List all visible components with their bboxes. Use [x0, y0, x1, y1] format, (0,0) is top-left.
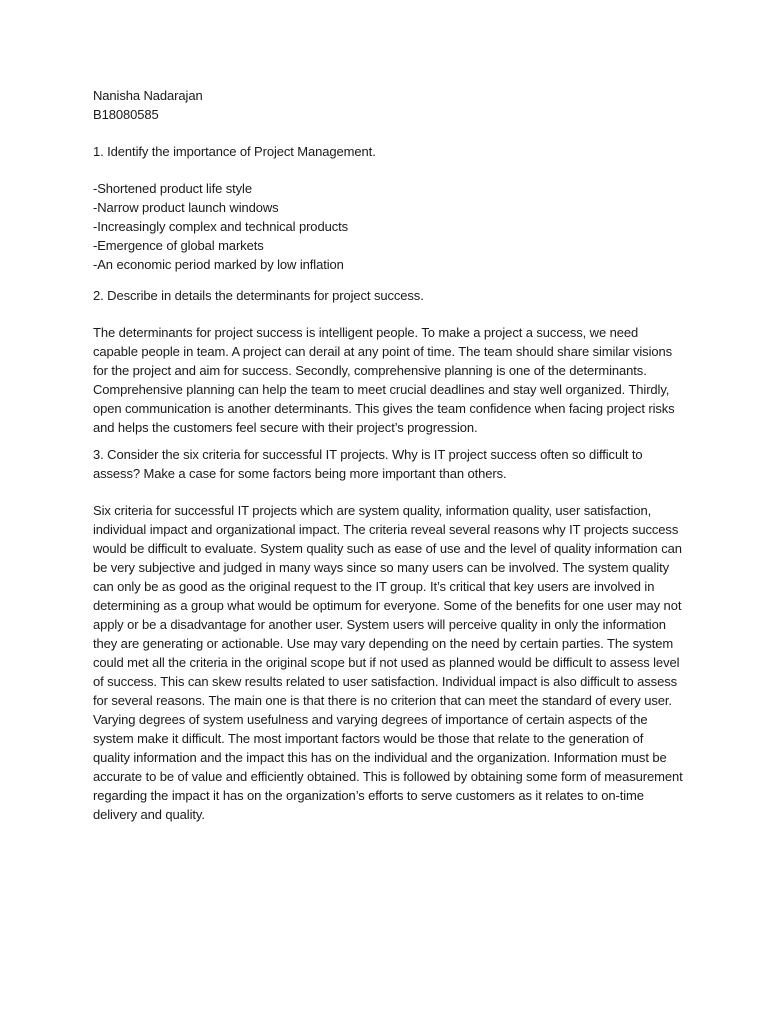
question-3: 3. Consider the six criteria for successful IT projects. Why is IT project success often so difficult to assess? Make a case for some factors being more important than others.	[93, 447, 643, 481]
answer-2: The determinants for project success is intelligent people. To make a project a success, we need capable people in team. A project can derail at any point of time. The team should share similar visions for the project and aim for success. Secondly, comprehensive planning is one of the determinants. Comprehensive planning can help the team to meet crucial deadlines and stay well organized. Thirdly, open communication is another determinants. This gives the team confidence when facing project risks and helps the customers feel secure with their project’s progression.	[93, 325, 675, 435]
document-body	[93, 86, 683, 824]
list-item: -Emergence of global markets	[93, 238, 264, 253]
spacer	[93, 161, 683, 179]
spacer	[93, 437, 683, 445]
student-id: B18080585	[93, 107, 159, 122]
question-1: 1. Identify the importance of Project Management.	[93, 144, 376, 159]
author-name: Nanisha Nadarajan	[93, 88, 203, 103]
spacer	[93, 274, 683, 286]
list-item: -Narrow product launch windows	[93, 200, 279, 215]
question-2: 2. Describe in details the determinants for project success.	[93, 288, 424, 303]
importance-list	[93, 179, 683, 274]
spacer	[93, 124, 683, 142]
answer-3: Six criteria for successful IT projects which are system quality, information quality, user satisfaction, individual impact and organizational impact. The criteria reveal several reasons why IT projects success would be difficult to evaluate. System quality such as ease of use and the level of quality information can be very subjective and judged in many ways since so many users can be involved. The system quality can only be as good as the original request to the IT group. It’s critical that key users are involved in determining as a group what would be optimum for everyone. Some of the benefits for one user may not apply or be a disadvantage for another user. System users will perceive quality in only the information they are generating or actionable. Use may vary depending on the need by certain parties. The system could met all the criteria in the original scope but if not used as planned would be difficult to assess level of success. This can skew results related to user satisfaction. Individual impact is also difficult to assess for several reasons. The main one is that there is no criterion that can meet the standard of every user. Varying degrees of system usefulness and varying degrees of importance of certain aspects of the system make it difficult. The most important factors would be those that relate to the generation of quality information and the impact this has on the individual and the organization. Information must be accurate to be of value and efficiently obtained. This is followed by obtaining some form of measurement regarding the impact it has on the organization’s efforts to serve customers as it relates to on-time delivery and quality.	[93, 503, 683, 822]
spacer	[93, 483, 683, 501]
list-item: -Shortened product life style	[93, 181, 252, 196]
list-item: -An economic period marked by low inflation	[93, 257, 344, 272]
list-item: -Increasingly complex and technical products	[93, 219, 349, 234]
spacer	[93, 305, 683, 323]
